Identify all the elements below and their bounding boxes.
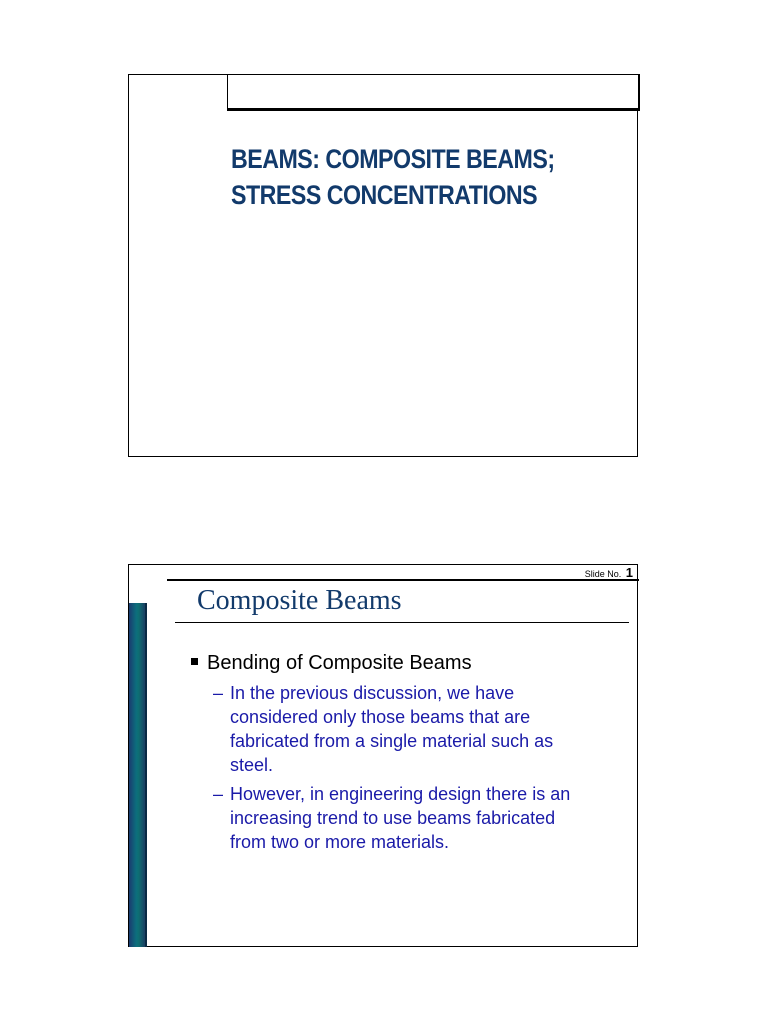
bullet-text: Bending of Composite Beams bbox=[207, 652, 472, 674]
title-slide bbox=[128, 74, 638, 457]
header-rule bbox=[167, 579, 639, 581]
sub-bullet-line: from two or more materials. bbox=[230, 832, 450, 852]
slide-number-label: Slide No. bbox=[584, 569, 622, 579]
sub-bullet-line: In the previous discussion, we have bbox=[230, 683, 515, 703]
slide-title-line-1: BEAMS: COMPOSITE BEAMS; bbox=[231, 144, 555, 174]
dash-icon: – bbox=[213, 683, 224, 703]
square-bullet-icon bbox=[191, 658, 198, 665]
sub-bullet-line: fabricated from a single material such as bbox=[230, 731, 554, 751]
sub-bullet-item bbox=[213, 681, 623, 777]
slide-number-value: 1 bbox=[625, 565, 633, 580]
dash-icon: – bbox=[213, 784, 224, 804]
heading-underline bbox=[175, 622, 629, 623]
slide-heading: Composite Beams bbox=[197, 585, 402, 616]
header-box bbox=[227, 74, 640, 111]
sidebar-edge bbox=[145, 603, 147, 947]
sub-bullet-item bbox=[213, 782, 623, 854]
slide-title bbox=[231, 141, 558, 213]
slide-title-line-2: STRESS CONCENTRATIONS bbox=[231, 180, 538, 210]
slide-number bbox=[585, 565, 633, 580]
sidebar-bar bbox=[129, 603, 145, 947]
bullet-item bbox=[191, 651, 472, 675]
sub-bullet-line: However, in engineering design there is an bbox=[230, 784, 571, 804]
sub-bullet-line: increasing trend to use beams fabricated bbox=[230, 808, 556, 828]
sub-bullet-line: steel. bbox=[230, 755, 274, 775]
content-slide bbox=[128, 564, 638, 947]
sub-bullet-line: considered only those beams that are bbox=[230, 707, 531, 727]
